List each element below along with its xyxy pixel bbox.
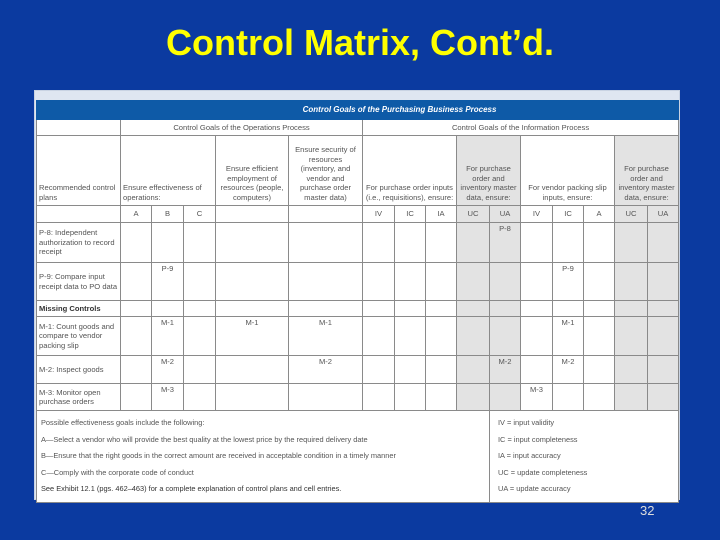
matrix-cell — [184, 317, 216, 356]
goal-letter-cell: B — [152, 206, 184, 223]
matrix-cell — [395, 223, 426, 263]
matrix-cell — [490, 301, 521, 317]
control-matrix-table — [36, 100, 679, 503]
legend-left — [37, 411, 490, 503]
legend-goal-a: A—Select a vendor who will provide the best quality at the lowest price by the required delivery date — [41, 434, 368, 444]
goal-letter-cell: UA — [648, 206, 679, 223]
matrix-cell — [584, 356, 615, 384]
information-group-header: Control Goals of the Information Process — [363, 120, 679, 136]
matrix-cell — [121, 301, 152, 317]
control-plan-label: M-2: Inspect goods — [37, 356, 121, 384]
matrix-cell: M-1 — [289, 317, 363, 356]
goal-letter-cell: UA — [490, 206, 521, 223]
goal-letter-cell: C — [184, 206, 216, 223]
matrix-cell — [457, 384, 490, 411]
group-empty — [37, 120, 121, 136]
table-row — [37, 317, 679, 356]
table-row — [37, 223, 679, 263]
legend-goal-b: B—Ensure that the right goods in the correct amount are received in acceptable condition in a timely manner — [41, 451, 396, 460]
matrix-cell — [363, 356, 395, 384]
matrix-cell: M-2 — [289, 356, 363, 384]
matrix-cell — [584, 301, 615, 317]
banner-row — [37, 101, 679, 120]
matrix-cell — [553, 384, 584, 411]
goal-letter-cell: IC — [553, 206, 584, 223]
matrix-cell — [648, 384, 679, 411]
matrix-cell — [553, 301, 584, 317]
matrix-cell — [363, 263, 395, 301]
matrix-cell — [426, 223, 457, 263]
banner-title: Control Goals of the Purchasing Business Process — [121, 101, 679, 120]
table-row — [37, 263, 679, 301]
section-label: Missing Controls — [37, 301, 121, 317]
goal-letter-cell — [216, 206, 289, 223]
matrix-cell — [584, 263, 615, 301]
page-number: 32 — [640, 503, 655, 518]
header-effectiveness: Ensure effectiveness of operations: — [121, 136, 216, 206]
goal-letter-cell: IC — [395, 206, 426, 223]
header-efficiency: Ensure efficient employment of resources (people, computers) — [216, 136, 289, 206]
matrix-cell — [363, 223, 395, 263]
matrix-cell — [216, 263, 289, 301]
matrix-cell: M-2 — [553, 356, 584, 384]
matrix-cell — [121, 317, 152, 356]
matrix-cell — [395, 356, 426, 384]
goal-letter-row — [37, 206, 679, 223]
matrix-cell — [216, 356, 289, 384]
header-security: Ensure security of resources (inventory, and vendor and purchase order master data) — [289, 136, 363, 206]
matrix-cell — [648, 356, 679, 384]
matrix-cell — [584, 223, 615, 263]
control-plan-label: P-8: Independent authorization to record receipt — [37, 223, 121, 263]
matrix-cell: M-1 — [553, 317, 584, 356]
matrix-cell — [521, 317, 553, 356]
group-row — [37, 120, 679, 136]
matrix-cell — [648, 317, 679, 356]
matrix-cell — [615, 384, 648, 411]
matrix-cell — [121, 384, 152, 411]
matrix-cell: M-1 — [152, 317, 184, 356]
matrix-cell: P-9 — [152, 263, 184, 301]
matrix-cell — [615, 263, 648, 301]
legend-uc: UC = update completeness — [498, 467, 588, 477]
matrix-cell — [457, 356, 490, 384]
matrix-cell — [490, 263, 521, 301]
goal-letter-cell: A — [121, 206, 152, 223]
goal-letter-cell: A — [584, 206, 615, 223]
letter-empty — [37, 206, 121, 223]
matrix-cell — [152, 223, 184, 263]
matrix-cell: P-8 — [490, 223, 521, 263]
matrix-cell — [490, 317, 521, 356]
matrix-cell — [184, 356, 216, 384]
table-row — [37, 301, 679, 317]
matrix-cell — [289, 263, 363, 301]
goal-letter-cell: UC — [457, 206, 490, 223]
matrix-cell — [584, 317, 615, 356]
goal-letter-cell: IA — [426, 206, 457, 223]
table-row — [37, 384, 679, 411]
legend-goal-c: C—Comply with the corporate code of conduct — [41, 467, 194, 477]
matrix-cell — [216, 384, 289, 411]
legend-iv: IV = input validity — [498, 418, 555, 427]
matrix-cell — [553, 223, 584, 263]
goal-letter-cell: IV — [521, 206, 553, 223]
header-po-master: For purchase order and inventory master data, ensure: — [457, 136, 521, 206]
matrix-cell — [289, 223, 363, 263]
matrix-cell — [521, 263, 553, 301]
matrix-cell — [584, 384, 615, 411]
matrix-cell — [363, 301, 395, 317]
matrix-cell: M-3 — [152, 384, 184, 411]
matrix-cell — [521, 301, 553, 317]
matrix-cell — [457, 317, 490, 356]
matrix-cell — [184, 301, 216, 317]
header-plans: Recommended control plans — [37, 136, 121, 206]
matrix-cell — [395, 384, 426, 411]
slide-title: Control Matrix, Cont’d. — [166, 22, 554, 63]
matrix-cell — [426, 301, 457, 317]
matrix-cell: M-2 — [152, 356, 184, 384]
matrix-cell — [121, 223, 152, 263]
matrix-cell — [521, 223, 553, 263]
matrix-cell — [184, 263, 216, 301]
legend-exhibit-note: See Exhibit 12.1 (pgs. 462–463) for a complete explanation of control plans and cell entries. — [41, 484, 342, 493]
control-plan-label: P-9: Compare input receipt data to PO data — [37, 263, 121, 301]
legend-ic: IC = input completeness — [498, 434, 578, 444]
legend-intro: Possible effectiveness goals include the following: — [41, 418, 205, 427]
table-row — [37, 356, 679, 384]
goal-letter-cell — [289, 206, 363, 223]
legend-ua: UA = update accuracy — [498, 484, 571, 493]
banner-empty — [37, 101, 121, 120]
matrix-cell — [395, 301, 426, 317]
matrix-cell — [615, 317, 648, 356]
matrix-cell: M-2 — [490, 356, 521, 384]
matrix-cell — [395, 317, 426, 356]
matrix-cell — [289, 384, 363, 411]
matrix-cell — [289, 301, 363, 317]
matrix-cell — [152, 301, 184, 317]
matrix-cell — [615, 301, 648, 317]
matrix-cell — [521, 356, 553, 384]
goal-letter-cell: UC — [615, 206, 648, 223]
matrix-cell — [457, 301, 490, 317]
control-plan-label: M-3: Monitor open purchase orders — [37, 384, 121, 411]
operations-group-header: Control Goals of the Operations Process — [121, 120, 363, 136]
legend-row — [37, 411, 679, 503]
matrix-cell — [426, 384, 457, 411]
matrix-cell — [121, 356, 152, 384]
matrix-cell — [426, 317, 457, 356]
matrix-cell — [457, 263, 490, 301]
matrix-cell — [121, 263, 152, 301]
header-po-inputs: For purchase order inputs (i.e., requisitions), ensure: — [363, 136, 457, 206]
control-plan-label: M-1: Count goods and compare to vendor packing slip — [37, 317, 121, 356]
matrix-cell — [363, 384, 395, 411]
legend-right — [490, 411, 679, 503]
goal-letter-cell: IV — [363, 206, 395, 223]
matrix-cell — [615, 223, 648, 263]
matrix-cell — [648, 223, 679, 263]
matrix-cell — [648, 263, 679, 301]
column-header-row — [37, 136, 679, 206]
matrix-cell — [426, 356, 457, 384]
matrix-cell — [216, 223, 289, 263]
matrix-cell — [457, 223, 490, 263]
matrix-cell — [395, 263, 426, 301]
matrix-cell — [216, 301, 289, 317]
matrix-cell: P-9 — [553, 263, 584, 301]
matrix-cell — [426, 263, 457, 301]
matrix-cell — [490, 384, 521, 411]
header-po-master-2: For purchase order and inventory master data, ensure: — [615, 136, 679, 206]
matrix-cell — [184, 384, 216, 411]
matrix-cell — [184, 223, 216, 263]
matrix-cell: M-3 — [521, 384, 553, 411]
matrix-cell: M-1 — [216, 317, 289, 356]
matrix-cell — [615, 356, 648, 384]
matrix-cell — [363, 317, 395, 356]
legend-ia: IA = input accuracy — [498, 451, 561, 460]
header-packing-inputs: For vendor packing slip inputs, ensure: — [521, 136, 615, 206]
matrix-cell — [648, 301, 679, 317]
